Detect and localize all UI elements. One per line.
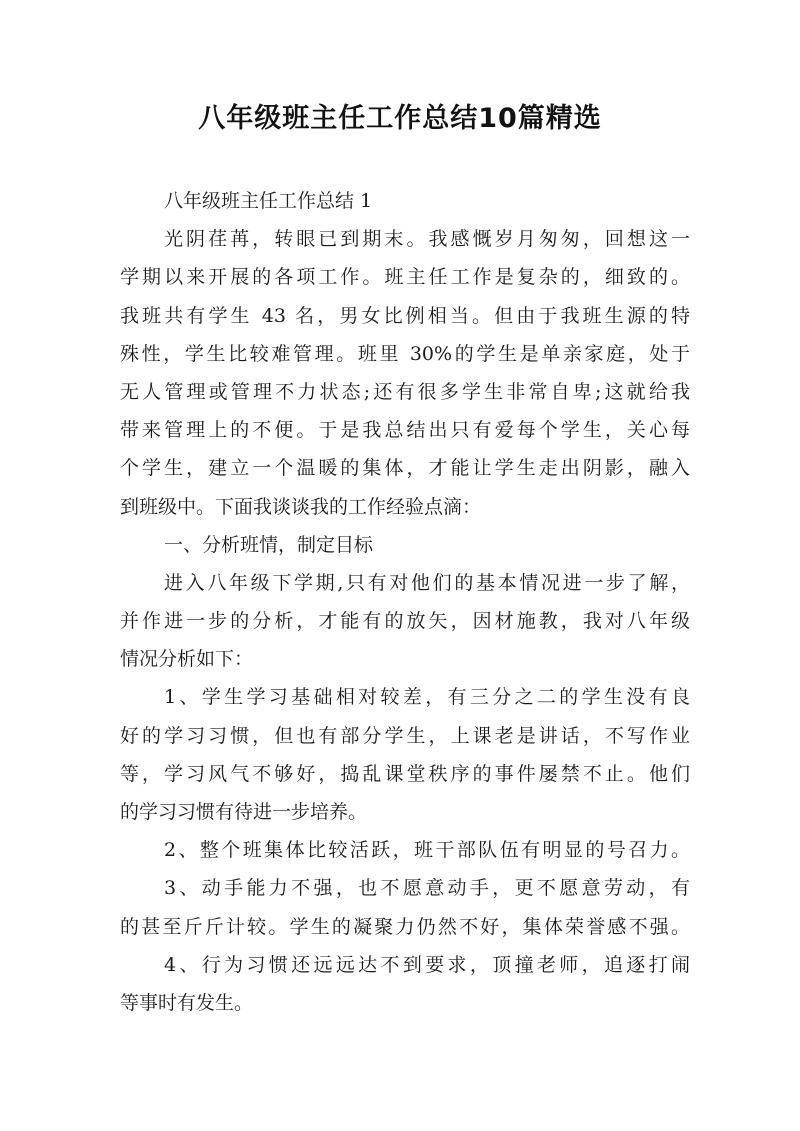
paragraph-line: 带来管理上的不便。于是我总结出只有爱每个学生，关心每 — [120, 419, 690, 442]
paragraph-line: 的甚至斤斤计较。学生的凝聚力仍然不好，集体荣誉感不强。 — [120, 915, 690, 938]
paragraph-line: 一、分析班情，制定目标 — [164, 533, 374, 556]
paragraph-line: 殊性，学生比较难管理。班里 30%的学生是单亲家庭，处于 — [120, 342, 690, 365]
paragraph-line: 的学习习惯有待进一步培养。 — [120, 801, 368, 823]
paragraph-line: 4、行为习惯还远远达不到要求，顶撞老师，追逐打闹 — [164, 953, 690, 976]
paragraph-line: 我班共有学生 43 名，男女比例相当。但由于我班生源的特 — [120, 304, 690, 327]
paragraph-line: 个学生，建立一个温暖的集体，才能让学生走出阴影，融入 — [120, 457, 690, 480]
paragraph-line: 1、学生学习基础相对较差，有三分之二的学生没有良 — [164, 686, 690, 709]
document-body — [120, 182, 690, 1022]
paragraph-line: 到班级中。下面我谈谈我的工作经验点滴： — [120, 495, 482, 518]
paragraph-line: 并作进一步的分析，才能有的放矢，因材施教，我对八年级 — [120, 610, 690, 633]
paragraph-line: 情况分析如下： — [120, 648, 254, 671]
paragraph-line: 等事时有发生。 — [120, 991, 254, 1014]
document-title: 八年级班主任工作总结10篇精选 — [198, 103, 602, 134]
paragraph-line: 等，学习风气不够好，捣乱课堂秩序的事件屡禁不止。他们 — [120, 762, 690, 785]
paragraph-line: 学期以来开展的各项工作。班主任工作是复杂的，细致的。 — [120, 266, 690, 289]
paragraph-line: 3、动手能力不强，也不愿意动手，更不愿意劳动，有 — [164, 877, 690, 900]
paragraph-line: 2、整个班集体比较活跃，班干部队伍有明显的号召力。 — [164, 839, 690, 862]
paragraph-line: 八年级班主任工作总结 1 — [164, 190, 373, 212]
paragraph-line: 好的学习习惯，但也有部分学生，上课老是讲话，不写作业 — [120, 724, 690, 747]
paragraph-line: 进入八年级下学期,只有对他们的基本情况进一步了解， — [164, 571, 690, 594]
paragraph-line: 无人管理或管理不力状态;还有很多学生非常自卑;这就给我 — [120, 380, 690, 403]
paragraph-line: 光阴荏苒，转眼已到期末。我感慨岁月匆匆，回想这一 — [164, 228, 690, 251]
